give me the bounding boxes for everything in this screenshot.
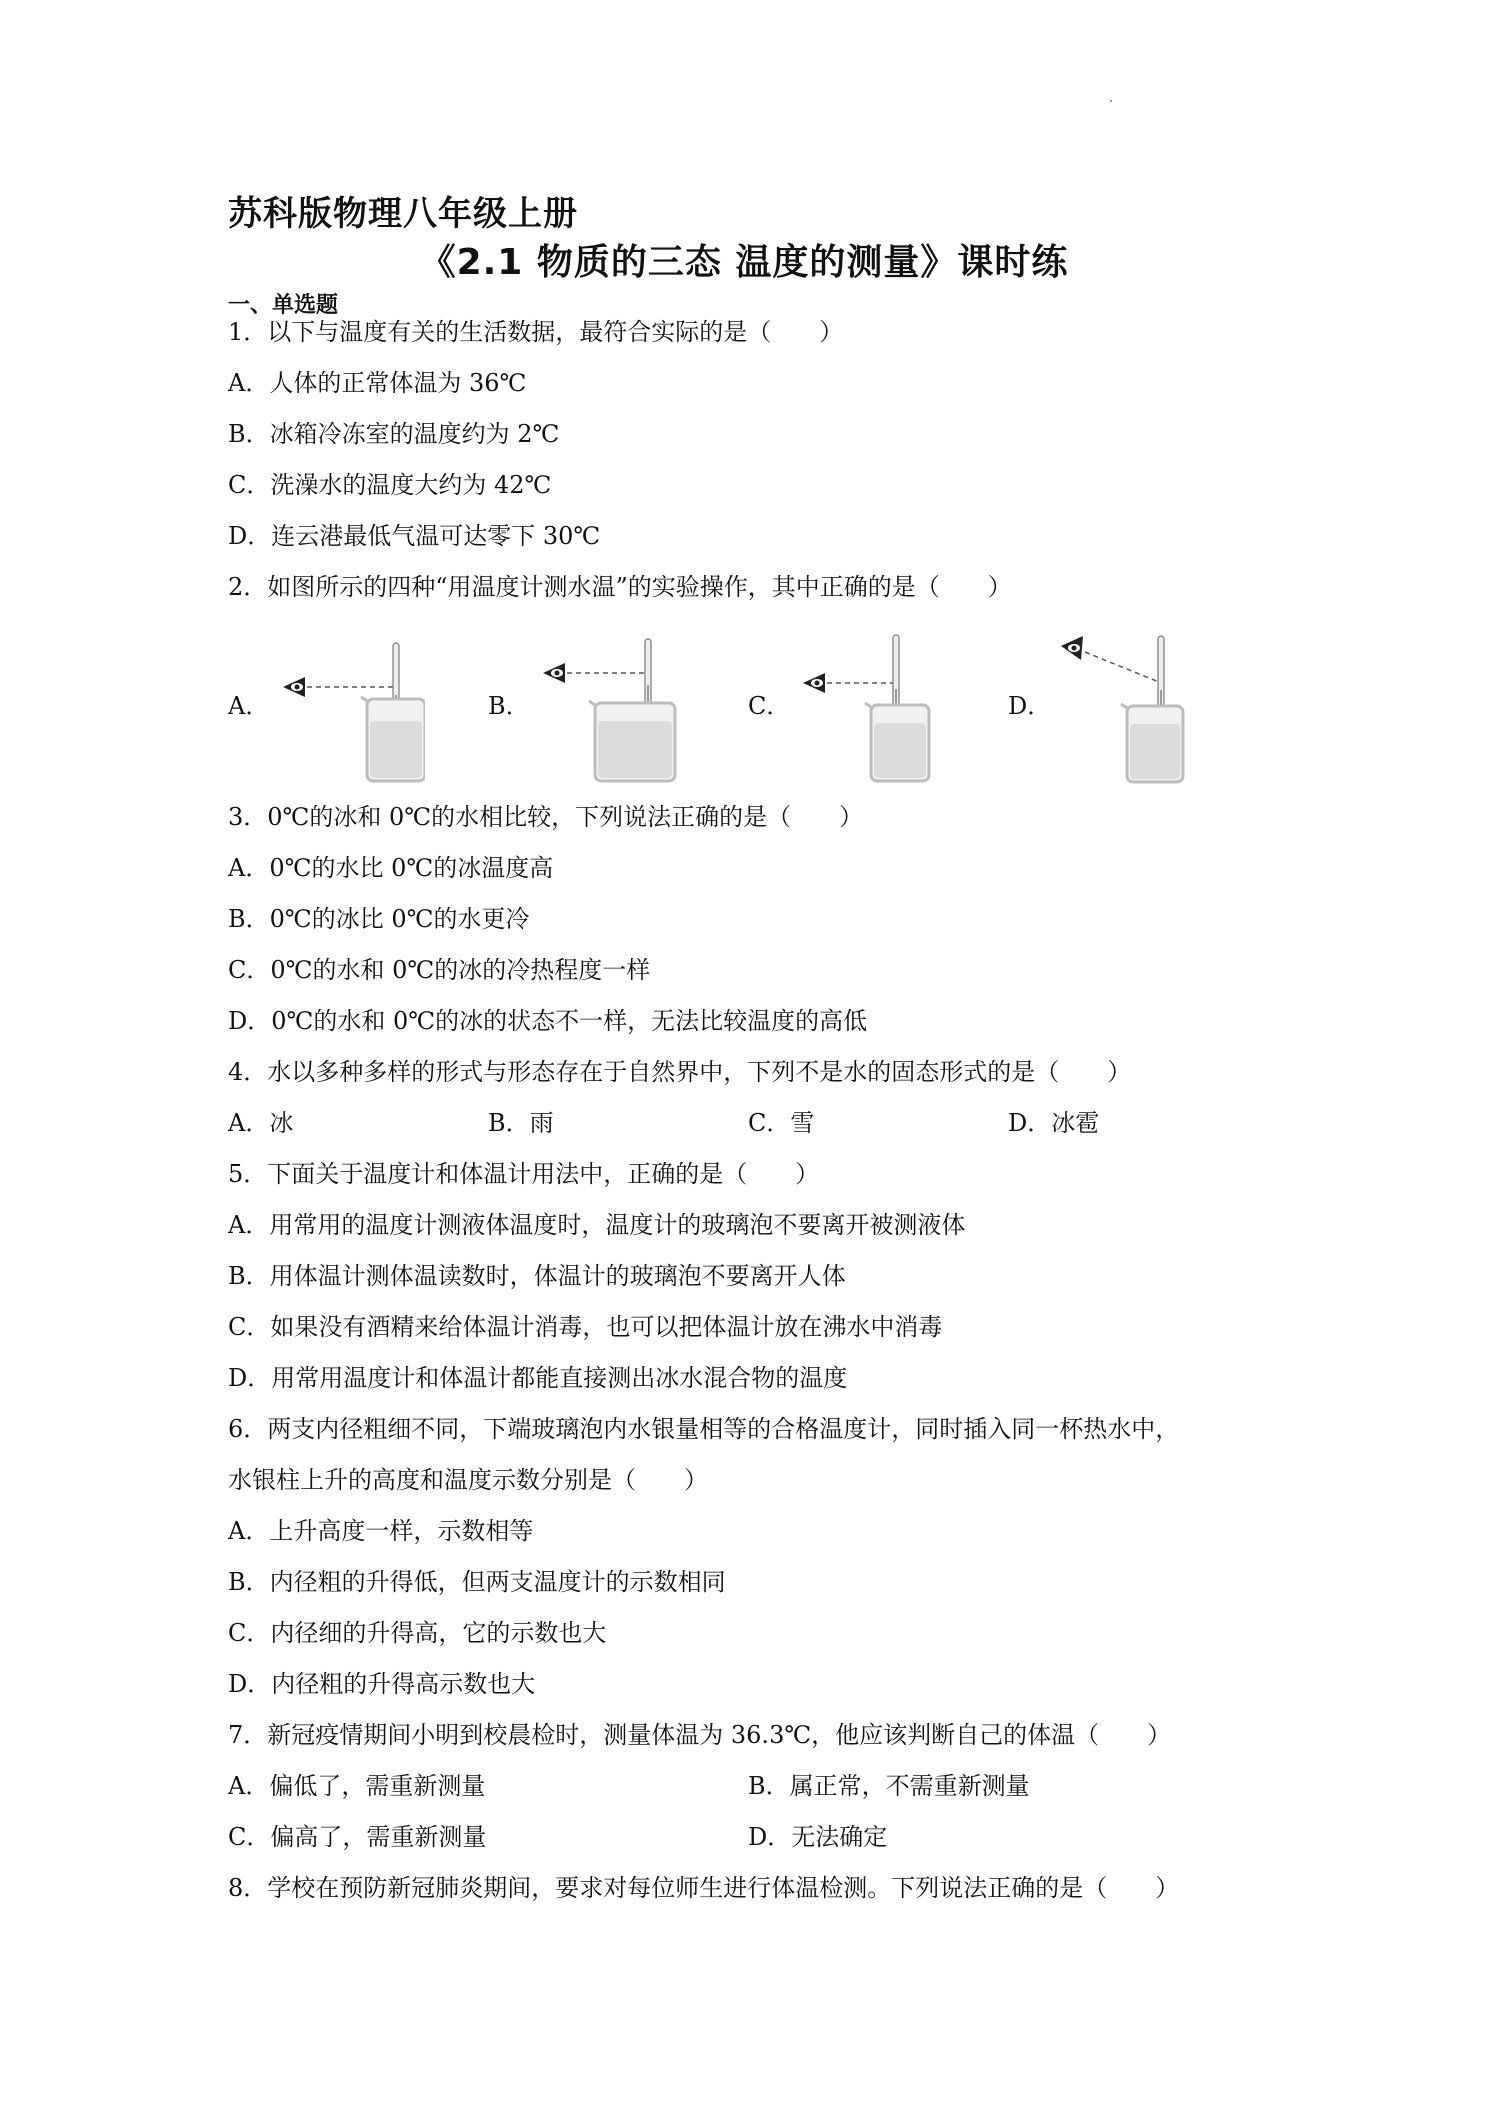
q7-stem: 7．新冠疫情期间小明到校晨检时，测量体温为 36.3℃，他应该判断自己的体温（ ） [228, 1721, 1172, 1749]
beaker-icon [361, 695, 425, 781]
q6-option-d: D．内径粗的升得高示数也大 [228, 1670, 536, 1698]
q2-label-c: C． [748, 692, 791, 720]
title-line-2: 《2.1 物质的三态 温度的测量》课时练 [419, 242, 1069, 283]
q5-stem: 5．下面关于温度计和体温计用法中，正确的是（ ） [228, 1160, 820, 1188]
eye-icon [803, 673, 825, 693]
eye-icon [543, 663, 565, 683]
q6-stem-line-2: 水银柱上升的高度和温度示数分别是（ ） [228, 1466, 708, 1494]
q4-stem: 4．水以多种多样的形式与形态存在于自然界中，下列不是水的固态形式的是（ ） [228, 1058, 1132, 1086]
page-speck [1110, 100, 1112, 102]
beaker-icon [589, 701, 675, 781]
q2-figure-d [1055, 620, 1215, 785]
q7-option-a: A．偏低了，需重新测量 [228, 1772, 486, 1800]
q3-option-b: B．0℃的冰比 0℃的水更冷 [228, 905, 530, 933]
q2-figure-c [795, 625, 955, 785]
title-line-1: 苏科版物理八年级上册 [228, 194, 578, 234]
q4-option-d: D．冰雹 [1008, 1109, 1100, 1137]
q5-option-a: A．用常用的温度计测液体温度时，温度计的玻璃泡不要离开被测液体 [228, 1211, 966, 1239]
q8-stem: 8．学校在预防新冠肺炎期间，要求对每位师生进行体温检测。下列说法正确的是（ ） [228, 1874, 1180, 1902]
q7-option-b: B．属正常，不需重新测量 [748, 1772, 1030, 1800]
q6-option-b: B．内径粗的升得低，但两支温度计的示数相同 [228, 1568, 726, 1596]
q4-option-b: B．雨 [488, 1109, 554, 1137]
q2-figure-b [535, 625, 695, 785]
eye-icon [1061, 636, 1083, 660]
q2-label-b: B． [488, 692, 530, 720]
q6-stem-line-1: 6．两支内径粗细不同，下端玻璃泡内水银量相等的合格温度计，同时插入同一杯热水中， [228, 1415, 1180, 1443]
q2-figure-a [275, 625, 425, 785]
beaker-icon [1121, 704, 1183, 782]
q6-option-c: C．内径细的升得高，它的示数也大 [228, 1619, 607, 1647]
q3-option-c: C．0℃的水和 0℃的冰的冷热程度一样 [228, 956, 651, 984]
q4-option-c: C．雪 [748, 1109, 815, 1137]
q7-option-c: C．偏高了，需重新测量 [228, 1823, 487, 1851]
q1-option-a: A．人体的正常体温为 36℃ [228, 369, 527, 397]
q2-label-a: A． [228, 692, 270, 720]
q7-option-d: D．无法确定 [748, 1823, 888, 1851]
q3-option-d: D．0℃的水和 0℃的冰的状态不一样，无法比较温度的高低 [228, 1007, 868, 1035]
beaker-icon [865, 703, 929, 781]
q1-option-c: C．洗澡水的温度大约为 42℃ [228, 471, 552, 499]
q5-option-d: D．用常用温度计和体温计都能直接测出冰水混合物的温度 [228, 1364, 848, 1392]
q3-option-a: A．0℃的水比 0℃的冰温度高 [228, 854, 554, 882]
q1-stem: 1．以下与温度有关的生活数据，最符合实际的是（ ） [228, 318, 844, 346]
q5-option-b: B．用体温计测体温读数时，体温计的玻璃泡不要离开人体 [228, 1262, 846, 1290]
q1-option-b: B．冰箱冷冻室的温度约为 2℃ [228, 420, 560, 448]
q6-option-a: A．上升高度一样，示数相等 [228, 1517, 534, 1545]
q1-option-d: D．连云港最低气温可达零下 30℃ [228, 522, 601, 550]
q3-stem: 3．0℃的冰和 0℃的水相比较，下列说法正确的是（ ） [228, 803, 864, 831]
q4-option-a: A．冰 [228, 1109, 294, 1137]
q5-option-c: C．如果没有酒精来给体温计消毒，也可以把体温计放在沸水中消毒 [228, 1313, 943, 1341]
q2-stem: 2．如图所示的四种“用温度计测水温”的实验操作，其中正确的是（ ） [228, 573, 1012, 601]
q2-label-d: D． [1008, 692, 1052, 720]
eye-icon [283, 677, 305, 697]
section-heading: 一、单选题 [228, 293, 339, 318]
